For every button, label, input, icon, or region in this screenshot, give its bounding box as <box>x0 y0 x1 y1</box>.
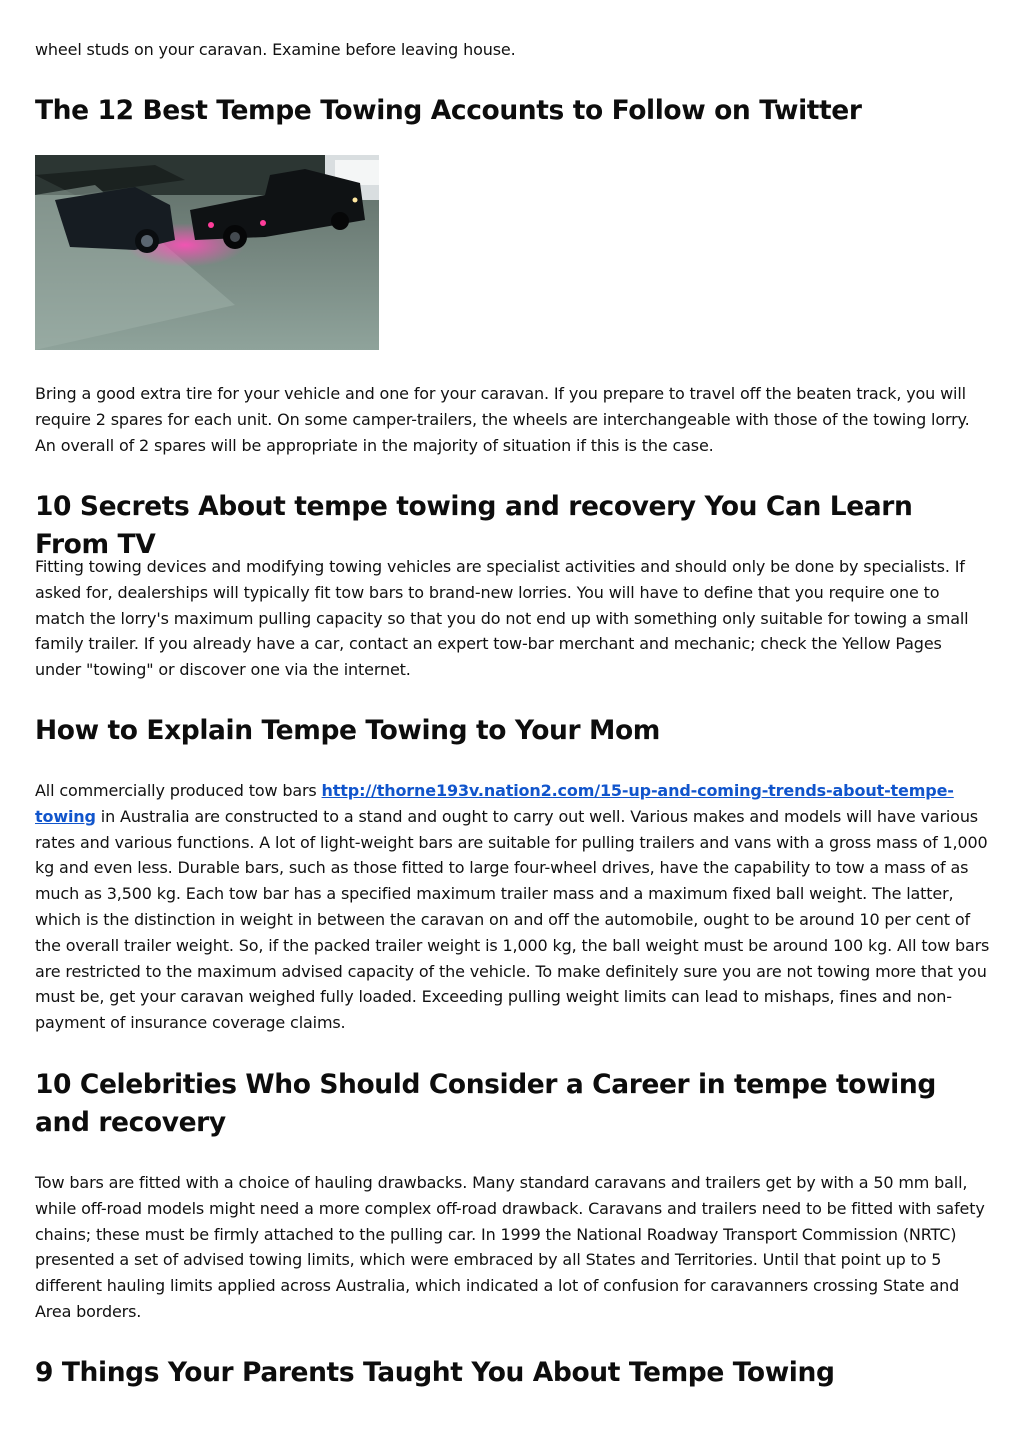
intro-paragraph: wheel studs on your caravan. Examine before leaving house. <box>35 40 516 59</box>
section-paragraph: Tow bars are fitted with a choice of hauling drawbacks. Many standard caravans and trailers get by with a 50 mm ball, while off-road models might need a more complex off-road drawback. Caravans and trailers need to be fitted with safety chains; these must be firmly attached to the pulling car. In 1999 the National Roadway Transport Commission (NRTC) presented a set of advised towing limits, which were embraced by all States and Territories. Until that point up to 5 different hauling limits applied across Australia, which indicated a lot of confusion for caravanners crossing State and Area borders. <box>35 1173 985 1321</box>
section-heading-explain: How to Explain Tempe Towing to Your Mom <box>35 715 661 746</box>
article-link[interactable]: http://thorne193v.nation2.com/15-up-and-coming-trends-about-tempe-towing <box>35 781 954 826</box>
tow-truck-photo <box>35 155 379 350</box>
section-paragraph <box>35 778 990 1036</box>
paragraph-text: in Australia are constructed to a stand and ought to carry out well. Various makes and models will have various rates and various functions. A lot of light-weight bars are suitable for pulling trailers and vans with a gross mass of 1,000 kg and even less. Durable bars, such as those fitted to large four-wheel drives, have the capability to tow a mass of as much as 3,500 kg. Each tow bar has a specified maximum trailer mass and a maximum fixed ball weight. The latter, which is the distinction in weight in between the caravan on and off the automobile, ought to be around 10 per cent of the overall trailer weight. So, if the packed trailer weight is 1,000 kg, the ball weight must be around 100 kg. All tow bars are restricted to the maximum advised capacity of the vehicle. To make definitely sure you are not towing more that you must be, get your caravan weighed fully loaded. Exceeding pulling weight limits can lead to mishaps, fines and non-payment of insurance coverage claims. <box>35 806 990 1033</box>
tow-truck-photo-illustration <box>35 155 379 350</box>
section-paragraph: Fitting towing devices and modifying towing vehicles are specialist activities and should only be done by specialists. If asked for, dealerships will typically fit tow bars to brand-new lorries. You will have to define that you require one to match the lorry's maximum pulling capacity so that you do not end up with something only suitable for towing a small family trailer. If you already have a car, contact an expert tow-bar merchant and mechanic; check the Yellow Pages under "towing" or discover one via the internet. <box>35 557 969 680</box>
section-heading-twitter-accounts: The 12 Best Tempe Towing Accounts to Follow on Twitter <box>35 95 862 126</box>
paragraph-text: All commercially produced tow bars <box>35 781 322 800</box>
section-heading-celebrities: 10 Celebrities Who Should Consider a Career in tempe towing and recovery <box>35 1069 936 1138</box>
section-paragraph: Bring a good extra tire for your vehicle and one for your caravan. If you prepare to travel off the beaten track, you will require 2 spares for each unit. On some camper-trailers, the wheels are interchangeable with those of the towing lorry. An overall of 2 spares will be appropriate in the majority of situation if this is the case. <box>35 384 970 455</box>
section-heading-parents: 9 Things Your Parents Taught You About Tempe Towing <box>35 1357 835 1388</box>
section-heading-secrets: 10 Secrets About tempe towing and recovery You Can Learn From TV <box>35 491 913 560</box>
